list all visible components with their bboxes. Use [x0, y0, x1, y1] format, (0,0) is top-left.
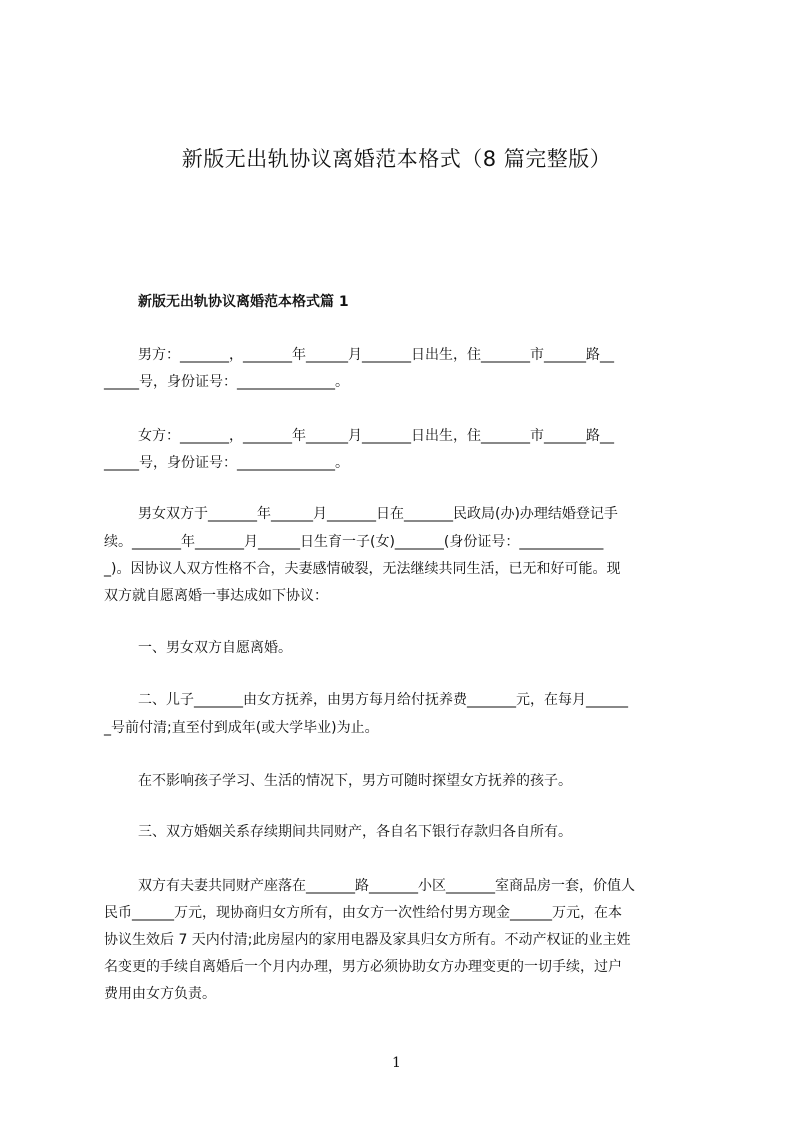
- male-party-line-1: 男方：_______，_______年______月_______日出生，住_______市______路__: [138, 347, 614, 363]
- property-line-5: 费用由女方负责。: [104, 986, 216, 1002]
- property-line-2: 民币______万元，现协商归女方所有，由女方一次性给付男方现金______万元，在本: [104, 905, 622, 921]
- clause-2-line-1: 二、儿子_______由女方抚养，由男方每月给付抚养费_______元，在每月______: [138, 692, 628, 708]
- clause-1: 一、男女双方自愿离婚。: [138, 640, 292, 656]
- property-line-3: 协议生效后 7 天内付清;此房屋内的家用电器及家具归女方所有。不动产权证的业主姓: [104, 932, 631, 948]
- clause-3: 三、双方婚姻关系存续期间共同财产，各自名下银行存款归各自所有。: [138, 824, 572, 840]
- property-line-4: 名变更的手续自离婚后一个月内办理，男方必须协助女方办理变更的一切手续，过户: [104, 959, 622, 975]
- marriage-line-2: 续。_______年_______月______日生育一子(女)_______(身份证号：____________: [104, 534, 604, 550]
- marriage-line-3: _)。因协议人双方性格不合，夫妻感情破裂，无法继续共同生活，已无和好可能。现: [104, 561, 621, 577]
- marriage-line-1: 男女双方于_______年______月_______日在_______民政局(办)办理结婚登记手: [138, 506, 618, 522]
- clause-2-line-2: _号前付清;直至付到成年(或大学毕业)为止。: [104, 720, 379, 736]
- property-line-1: 双方有夫妻共同财产座落在_______路_______小区_______室商品房一套，价值人: [138, 878, 635, 894]
- section-title: 新版无出轨协议离婚范本格式篇 1: [138, 294, 349, 310]
- visitation-paragraph: 在不影响孩子学习、生活的情况下，男方可随时探望女方抚养的孩子。: [138, 773, 572, 789]
- female-party-line-2: _____号，身份证号：______________。: [104, 455, 349, 471]
- male-party-line-2: _____号，身份证号：______________。: [104, 374, 349, 390]
- document-title: 新版无出轨协议离婚范本格式（8 篇完整版）: [181, 147, 612, 171]
- marriage-line-4: 双方就自愿离婚一事达成如下协议：: [104, 588, 328, 604]
- female-party-line-1: 女方：_______，_______年______月_______日出生，住_______市______路__: [138, 428, 614, 444]
- page-number: 1: [392, 1055, 401, 1071]
